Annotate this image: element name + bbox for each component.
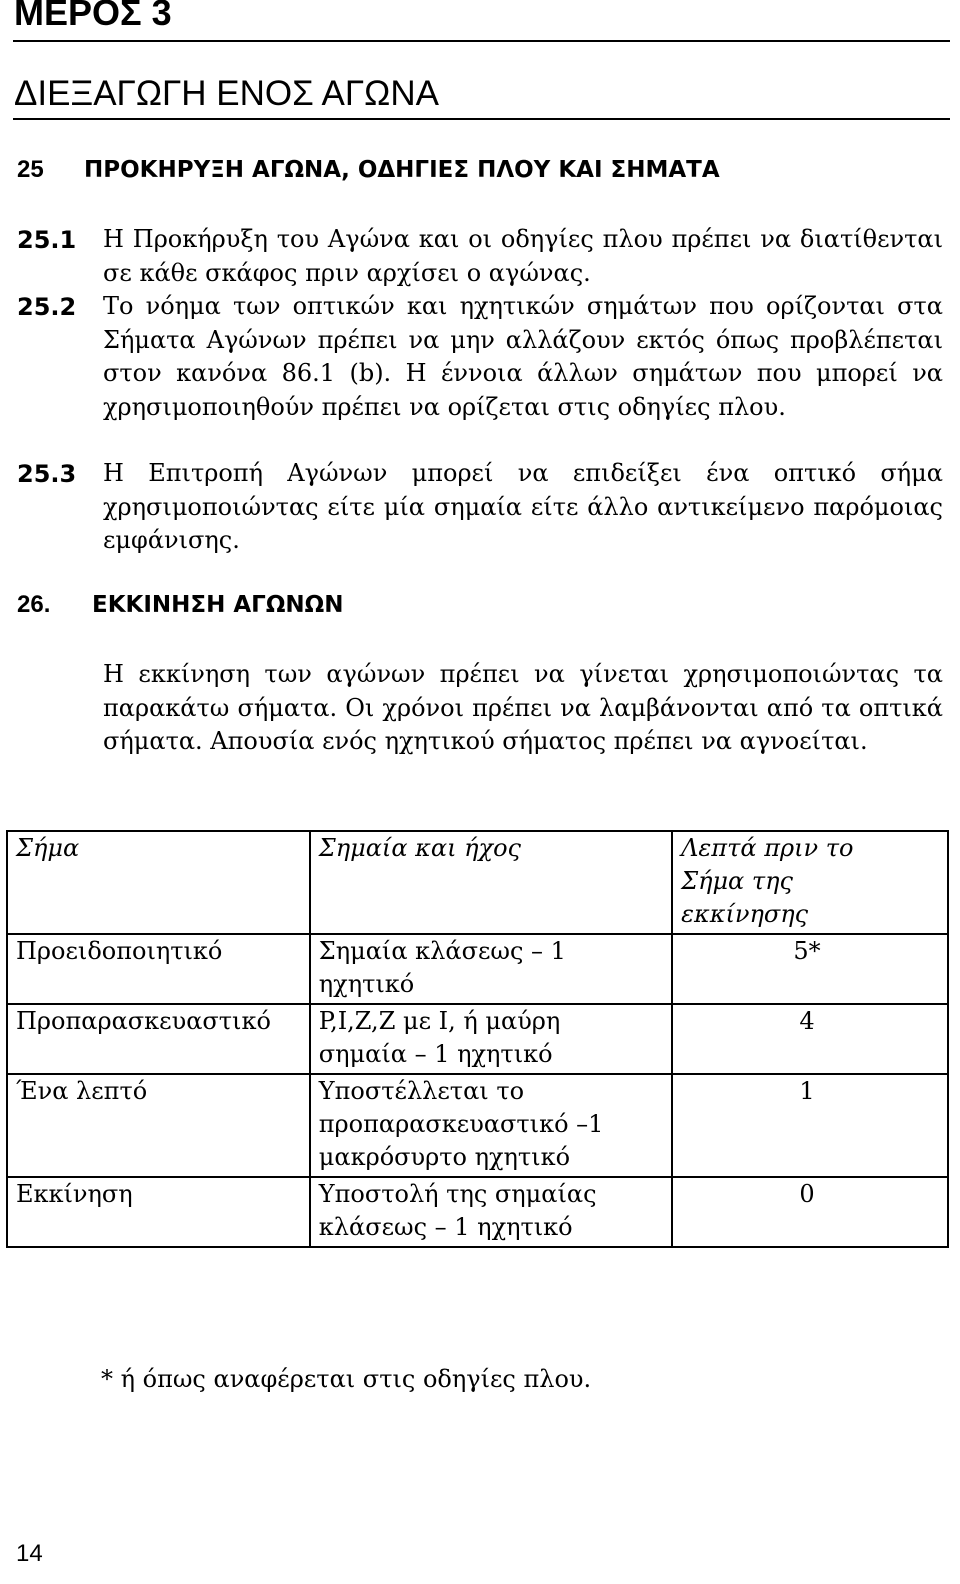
section-25-heading: ΠΡΟΚΗΡΥΞΗ ΑΓΩΝΑ, ΟΔΗΓΙΕΣ ΠΛΟΥ ΚΑΙ ΣΗΜΑΤΑ xyxy=(84,157,720,183)
signal-flag-sound: Υποστέλλεται το προπαρασκευαστικό –1 μακρόσυρτο ηχητικό xyxy=(310,1074,672,1177)
signal-flag-sound: Υποστολή της σημαίας κλάσεως – 1 ηχητικό xyxy=(310,1177,672,1247)
table-header-row xyxy=(7,831,948,934)
clause-text: Το νόημα των οπτικών και ηχητικών σημάτων που ορίζονται στα Σήματα Αγώνων πρέπει να μην αλλάζουν εκτός όπως προβλέπεται στον κανόνα 86.1 (b). Η έννοια άλλων σημάτων που μπορεί να χρησιμοποιηθούν πρέπει να ορίζεται στις οδηγίες πλου. xyxy=(103,292,943,421)
chapter-title: ΔΙΕΞΑΓΩΓΗ ΕΝΟΣ ΑΓΩΝΑ xyxy=(14,74,439,113)
signal-flag-sound: Σημαία κλάσεως – 1 ηχητικό xyxy=(310,934,672,1004)
signal-table xyxy=(6,830,949,1248)
signal-flag-sound: P,I,Z,Z με I, ή μαύρη σημαία – 1 ηχητικό xyxy=(310,1004,672,1074)
clause-number: 25.3 xyxy=(17,460,77,488)
signal-name: Ένα λεπτό xyxy=(7,1074,310,1177)
divider xyxy=(13,118,950,120)
signal-minutes: 0 xyxy=(672,1177,948,1247)
signal-minutes: 5* xyxy=(672,934,948,1004)
clause-number: 25.2 xyxy=(17,293,77,321)
table-header: Σήμα xyxy=(7,831,310,934)
page-number: 14 xyxy=(16,1540,43,1567)
clause-number: 25.1 xyxy=(17,226,77,254)
section-26-heading: ΕΚΚΙΝΗΣΗ ΑΓΩΝΩΝ xyxy=(92,592,344,618)
table-row xyxy=(7,1177,948,1247)
clause-text: Η Επιτροπή Αγώνων μπορεί να επιδείξει ένα οπτικό σήμα χρησιμοποιώντας είτε μία σημαία είτε άλλο αντικείμενο παρόμοιας εμφάνισης. xyxy=(103,459,943,554)
table-row xyxy=(7,934,948,1004)
signal-name: Προειδοποιητικό xyxy=(7,934,310,1004)
table-header: Λεπτά πριν το Σήμα της εκκίνησης xyxy=(672,831,948,934)
section-25-number: 25 xyxy=(17,156,44,183)
part-title: ΜΕΡΟΣ 3 xyxy=(14,0,172,33)
table-header: Σημαία και ήχος xyxy=(310,831,672,934)
clause-text: Η Προκήρυξη του Αγώνα και οι οδηγίες πλου πρέπει να διατίθενται σε κάθε σκάφος πριν αρχίσει ο αγώνας. xyxy=(103,225,943,287)
signal-minutes: 1 xyxy=(672,1074,948,1177)
divider xyxy=(13,40,950,42)
table-row xyxy=(7,1074,948,1177)
footnote: * ή όπως αναφέρεται στις οδηγίες πλου. xyxy=(101,1365,592,1393)
section-26-number: 26. xyxy=(17,591,51,618)
signal-name: Προπαρασκευαστικό xyxy=(7,1004,310,1074)
signal-minutes: 4 xyxy=(672,1004,948,1074)
section-26-intro: Η εκκίνηση των αγώνων πρέπει να γίνεται χρησιμοποιώντας τα παρακάτω σήματα. Οι χρόνοι πρέπει να λαμβάνονται από τα οπτικά σήματα. Απουσία ενός ηχητικού σήματος πρέπει να αγνοείται. xyxy=(103,660,943,755)
table-row xyxy=(7,1004,948,1074)
signal-name: Εκκίνηση xyxy=(7,1177,310,1247)
